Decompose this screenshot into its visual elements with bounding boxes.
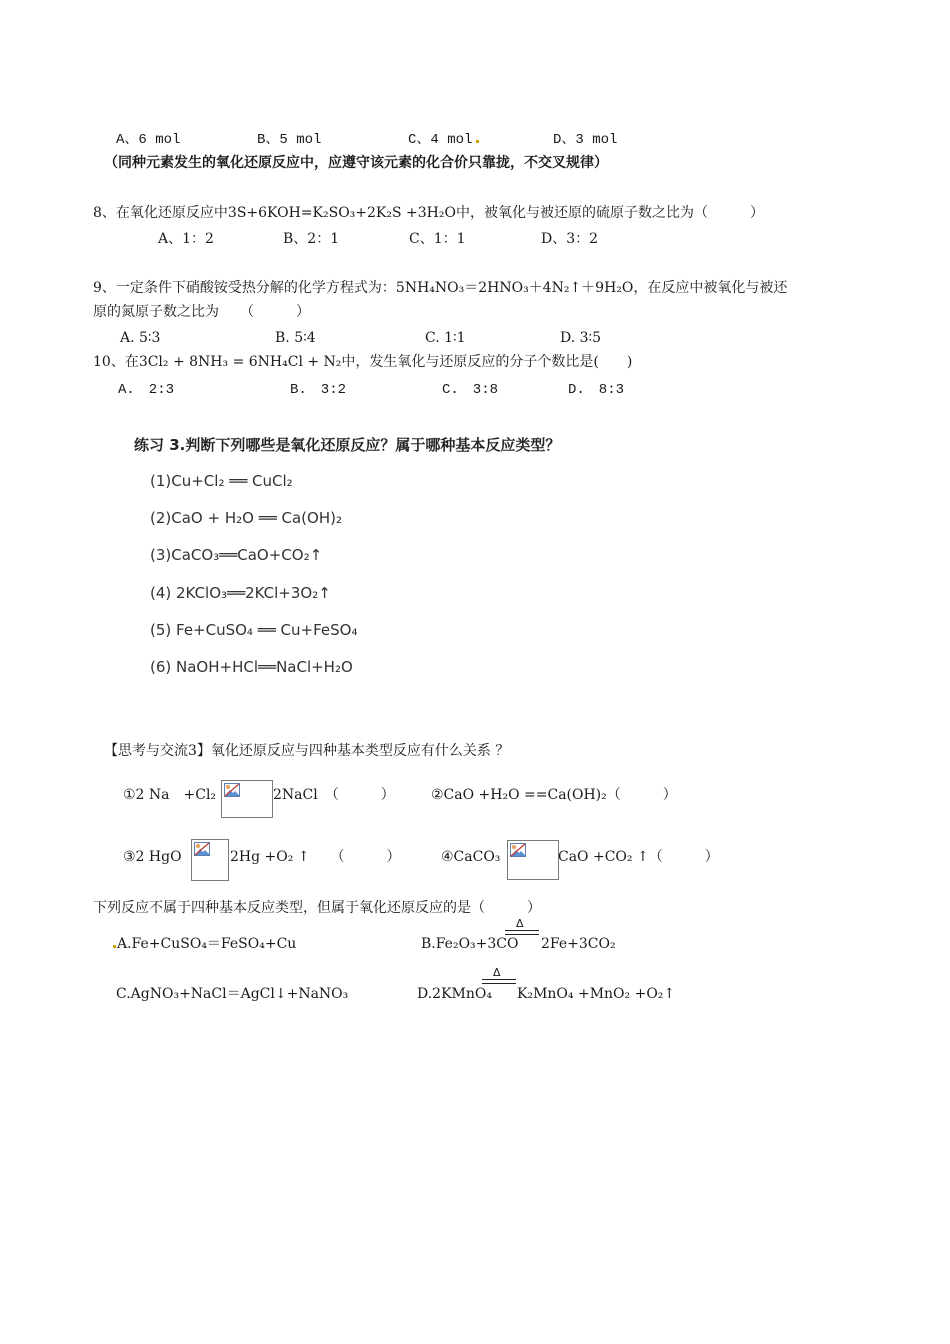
exercise-item-3: (3)CaCO₃══CaO+CO₂↑	[150, 546, 323, 564]
last-option-d-left: D.2KMnO₄	[417, 986, 492, 1002]
q9-option-c: C. 1∶1	[425, 330, 466, 346]
broken-image-icon	[221, 780, 273, 818]
think-r4-left: ④CaCO₃	[441, 849, 501, 865]
delta-symbol: Δ	[516, 917, 524, 930]
think-r1-right: 2NaCl （ ）	[273, 787, 395, 803]
q7-rule-note: （同种元素发生的氧化还原反应中，应遵守该元素的化合价只靠拢，不交叉规律）	[104, 155, 608, 171]
q7-option-b: B、5 mol	[257, 132, 322, 148]
last-option-a: A.Fe+CuSO₄＝FeSO₄+Cu	[113, 934, 296, 954]
q8-option-a: A、1：2	[158, 231, 214, 247]
last-question-stem: 下列反应不属于四种基本反应类型，但属于氧化还原反应的是（ ）	[93, 900, 541, 916]
think-r4-right: CaO +CO₂ ↑（ ）	[558, 849, 719, 865]
q8-stem: 8、在氧化还原反应中3S+6KOH=K₂SO₃+2K₂S +3H₂O中，被氧化与被还原的硫原子数之比为（ ）	[93, 205, 764, 221]
q10-option-b: B. 3:2	[290, 382, 347, 398]
mark-dot	[476, 140, 479, 143]
last-option-c: C.AgNO₃+NaCl＝AgCl↓+NaNO₃	[116, 986, 349, 1002]
q8-option-d: D、3：2	[541, 231, 599, 247]
think-r1-left: ①2 Na +Cl₂	[123, 787, 217, 803]
exercise-item-2: (2)CaO + H₂O ══ Ca(OH)₂	[150, 509, 342, 527]
q9-option-b: B. 5∶4	[275, 330, 316, 346]
last-option-b-left: B.Fe₂O₃+3CO	[421, 936, 519, 952]
q10-option-d: D. 8:3	[568, 382, 625, 398]
heat-equals-sign	[505, 917, 539, 936]
image-placeholder-icon	[224, 783, 240, 797]
exercise-item-5: (5) Fe+CuSO₄ ══ Cu+FeSO₄	[150, 621, 358, 639]
think-title: 【思考与交流3】氧化还原反应与四种基本类型反应有什么关系 ？	[104, 743, 510, 759]
q9-stem-line2: 原的氮原子数之比为 （ ）	[93, 304, 310, 320]
q10-option-a: A. 2:3	[118, 382, 175, 398]
last-option-b-right: 2Fe+3CO₂	[541, 936, 616, 952]
exercise-item-6: (6) NaOH+HCl══NaCl+H₂O	[150, 658, 353, 676]
q9-option-a: A. 5∶3	[120, 330, 161, 346]
last-option-d-right: K₂MnO₄ +MnO₂ +O₂↑	[517, 986, 676, 1002]
think-r2: ②CaO +H₂O ==Ca(OH)₂（ ）	[431, 787, 677, 803]
q8-option-b: B、2：1	[283, 231, 340, 247]
q7-option-d: D、3 mol	[553, 132, 618, 148]
exercise-title: 练习 3.判断下列哪些是氧化还原反应？属于哪种基本反应类型？	[134, 436, 561, 454]
mark-dot	[113, 945, 116, 948]
q10-option-c: C. 3:8	[442, 382, 499, 398]
q10-stem: 10、在3Cl₂ + 8NH₃ = 6NH₄Cl + N₂中，发生氧化与还原反应的分子个数比是( )	[93, 354, 633, 370]
q7-option-a: A、6 mol	[116, 132, 181, 148]
q9-stem-line1: 9、一定条件下硝酸铵受热分解的化学方程式为：5NH₄NO₃＝2HNO₃＋4N₂↑＋9H₂O，在反应中被氧化与被还	[93, 280, 788, 296]
q9-option-d: D. 3∶5	[560, 330, 602, 346]
q7-option-c: C、4 mol	[408, 128, 483, 148]
think-r3-right: 2Hg +O₂ ↑ （ ）	[230, 849, 401, 865]
broken-image-icon	[191, 839, 229, 881]
image-placeholder-icon	[194, 842, 210, 856]
exercise-item-4: (4) 2KClO₃══2KCl+3O₂↑	[150, 584, 331, 602]
image-placeholder-icon	[510, 843, 526, 857]
delta-symbol: Δ	[493, 966, 501, 979]
exercise-item-1: (1)Cu+Cl₂ ══ CuCl₂	[150, 472, 293, 490]
broken-image-icon	[507, 840, 559, 880]
heat-equals-sign	[482, 966, 516, 985]
think-r3-left: ③2 HgO	[123, 849, 182, 865]
q8-option-c: C、1：1	[409, 231, 466, 247]
